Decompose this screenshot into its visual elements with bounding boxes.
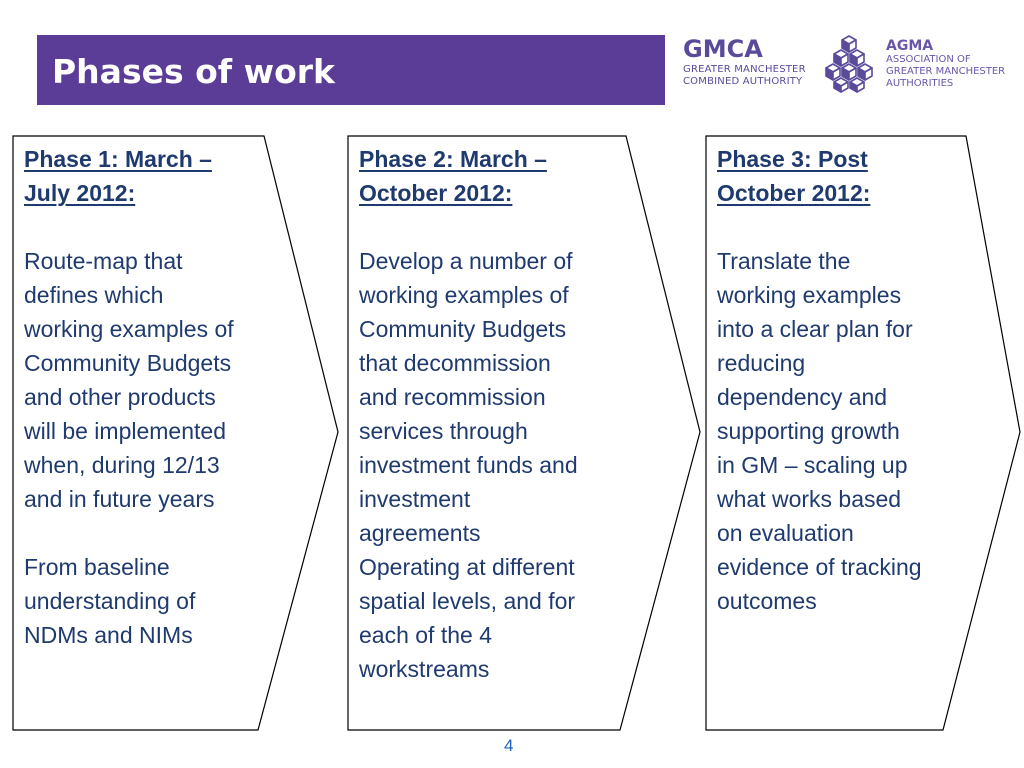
- phase-1-baseline-note: From baseline understanding of NDMs and NIMs: [24, 554, 196, 648]
- phase-1-heading: Phase 1: March – July 2012:: [24, 146, 212, 206]
- gmca-logo-line2: COMBINED AUTHORITY: [683, 76, 803, 87]
- phase-2-panel: [359, 142, 669, 686]
- phase-1-panel: [24, 142, 324, 652]
- phase-1-description: Route-map that defines which working examples of Community Budgets and other products will be implemented when, during 12/13 and in future years: [24, 248, 234, 512]
- agma-logo-line1: ASSOCIATION OF: [886, 54, 971, 65]
- page-number: 4: [504, 736, 514, 755]
- phase-2-description: Develop a number of working examples of Community Budgets that decommission and recommission services through investment funds and investment agreements Operating at different spatial levels, and for each of the 4 workstreams: [359, 248, 578, 682]
- gmca-logo-name: GMCA: [683, 35, 763, 63]
- slide-title: Phases of work: [52, 52, 335, 91]
- phase-2-heading: Phase 2: March – October 2012:: [359, 146, 547, 206]
- agma-logo-line3: AUTHORITIES: [886, 78, 954, 89]
- phase-3-heading: Phase 3: Post October 2012:: [717, 146, 871, 206]
- agma-logo-name: AGMA: [886, 38, 934, 54]
- phase-3-panel: [717, 142, 1007, 618]
- phase-3-description: Translate the working examples into a clear plan for reducing dependency and supporting growth in GM – scaling up what works based on evaluation evidence of tracking outcomes: [717, 248, 922, 614]
- gmca-logo-line1: GREATER MANCHESTER: [683, 64, 806, 75]
- agma-logo-line2: GREATER MANCHESTER: [886, 66, 1006, 77]
